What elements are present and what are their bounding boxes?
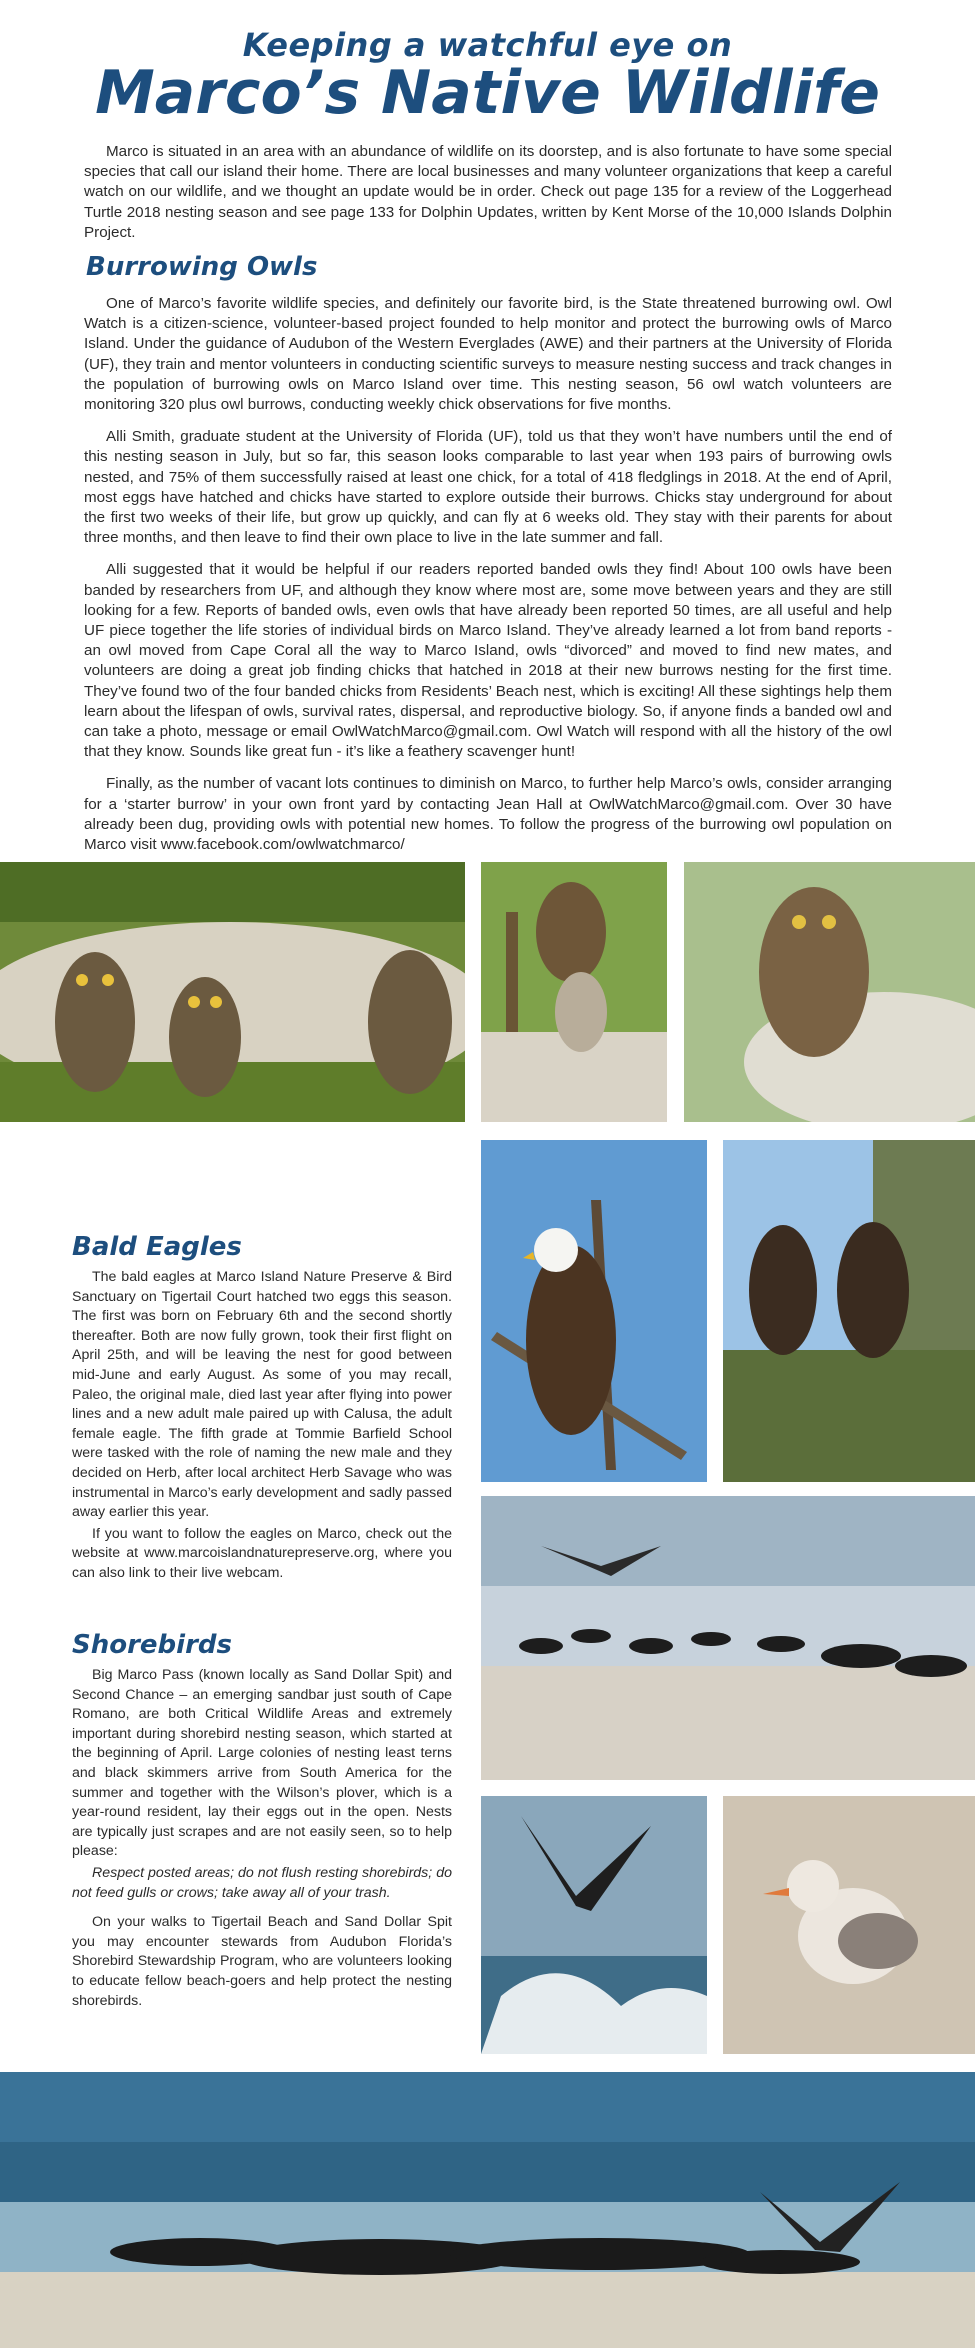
shorebirds-tips: Respect posted areas; do not flush resting shorebirds; do not feed gulls or crows; take away all of your trash.: [72, 1864, 452, 1901]
intro-paragraph: Marco is situated in an area with an abundance of wildlife on its doorstep, and is also fortunate to have some special species that call our island their home. There are local businesses and many volunteer organizations that keep a careful watch on our wildlife, and we thought an update would be in order. Check out page 135 for a review of the Loggerhead Turtle 2018 nesting season and see page 133 for Dolphin Updates, written by Kent Morse of the 10,000 Islands Dolphin Project.: [84, 143, 892, 241]
owls-text: [84, 294, 892, 855]
shorebirds-section: [72, 1630, 452, 2011]
tern-chick-photo: [723, 1796, 975, 2054]
owls-paragraph-1: One of Marco’s favorite wildlife species, and definitely our favorite bird, is the State threatened burrowing owl. Owl Watch is a citizen-science, volunteer-based project founded to help monitor and protect the burrowing owls of Marco Island. Under the guidance of Audubon of the Western Everglades (AWE) and their partners at the University of Florida (UF), they train and mentor volunteers in conducting scientific surveys to measure nesting success and track changes in the population of burrowing owls on Marco Island over time. This nesting season, 56 owl watch volunteers are monitoring 320 plus owl burrows, conducting weekly chick observations for five months.: [84, 295, 892, 414]
shorebirds-paragraph-1: Big Marco Pass (known locally as Sand Dollar Spit) and Second Chance – an emerging sandbar just south of Cape Romano, are both Critical Wildlife Areas and extremely important during shorebird nesting season, which started at the beginning of April. Large colonies of nesting least terns and black skimmers arrive from South America for the summer and together with the Wilson’s plover, which is a year-round resident, lay their eggs out in the open. Nests are typically just scrapes and are not easily seen, so to help please:: [72, 1667, 452, 1860]
kicker-title: Keeping a watchful eye on: [242, 26, 733, 64]
eagles-paragraph-1: The bald eagles at Marco Island Nature Preserve & Bird Sanctuary on Tigertail Court hatched two eggs this season. The first was born on February 6th and the second shortly thereafter. Both are now fully grown, took their first flight on April 25th, and will be leaving the nest for good between mid-June and early August. As some of you may recall, Paleo, the original male, died last year after flying into power lines and a new adult male paired up with Calusa, the adult female eagle. The fifth grade at Tommie Barfield School were tasked with the role of naming the new male and they decided on Herb, after local architect Herb Savage who was instrumental in Marco’s early development and sadly passed away earlier this year.: [72, 1269, 452, 1521]
owl-in-grass-photo: [684, 862, 975, 1122]
owls-paragraph-3: Alli suggested that it would be helpful if our readers reported banded owls they find! About 100 owls have been banded by researchers from UF, and although they know where most are, some move between years and they are still looking for a few. Reports of banded owls, even owls that have already been reported 50 times, are all useful and help UF piece together the life stories of individual birds on Marco Island. They’ve already learned a lot from band reports - an owl moved from Cape Coral all the way to Marco Island, owls “divorced” and moved to find new mates, and volunteers are doing a great job finding chicks that hatched in 2018 at their new burrows nesting for the first time. They’ve found two of the four banded chicks from Residents’ Beach nest, which is exciting! All these sightings help them learn about the lifespan of owls, survival rates, dispersal, and reproductive biology. So, if anyone finds a banded owl and can take a photo, message or email OwlWatchMarco@gmail.com. Owl Watch will respond with all the history of the owl that they know. Sounds like great fun - it’s like a feathery scavenger hunt!: [84, 561, 892, 761]
eaglets-in-nest-photo: [723, 1140, 975, 1482]
owls-paragraph-4: Finally, as the number of vacant lots continues to diminish on Marco, to further help Marco’s owls, consider arranging for a ‘starter burrow’ in your own front yard by contacting Jean Hall at OwlWatchMarco@gmail.com. Over 30 have already been dug, providing owls with potential new homes. To follow the progress of the burrowing owl population on Marco visit www.facebook.com/owlwatchmarco/: [84, 775, 892, 854]
eagles-heading: Bald Eagles: [72, 1232, 242, 1262]
shorebirds-heading: Shorebirds: [72, 1630, 232, 1660]
owl-with-chick-photo: [481, 862, 667, 1122]
bald-eagle-photo: [481, 1140, 707, 1482]
eagles-paragraph-2: If you want to follow the eagles on Marco, check out the website at www.marcoislandnaturepreserve.org, where you can also link to their live webcam.: [72, 1525, 452, 1581]
owls-heading-wrap: [86, 252, 894, 282]
shorebird-colony-panorama: [0, 2072, 975, 2348]
eagles-section: [72, 1232, 452, 1584]
owls-trio-photo: [0, 862, 465, 1122]
shorebirds-closing: On your walks to Tigertail Beach and Sand Dollar Spit you may encounter stewards from Audubon Florida’s Shorebird Stewardship Program, who are volunteers looking to educate fellow beach-goers and help protect the nesting shorebirds.: [72, 1914, 452, 2009]
owls-heading: Burrowing Owls: [86, 252, 318, 282]
owls-paragraph-2: Alli Smith, graduate student at the University of Florida (UF), told us that they won’t have numbers until the end of this nesting season in July, but so far, this season looks comparable to last year when 193 pairs of burrowing owls nested, and 75% of them successfully raised at least one chick, for a total of 418 fledglings in 2018. At the end of April, most eggs have hatched and chicks have started to explore outside their burrows. Chicks stay underground for about the first two weeks of their life, but grow up quickly, and can fly at 6 weeks old. They stay with their parents for about three months, and then leave to find their own place to live in the late summer and fall.: [84, 428, 892, 547]
skimmers-on-beach-photo: [481, 1496, 975, 1780]
page-title: Marco’s Native Wildlife: [95, 58, 880, 128]
intro-block: [84, 142, 892, 243]
skimmer-in-flight-photo: [481, 1796, 707, 2054]
